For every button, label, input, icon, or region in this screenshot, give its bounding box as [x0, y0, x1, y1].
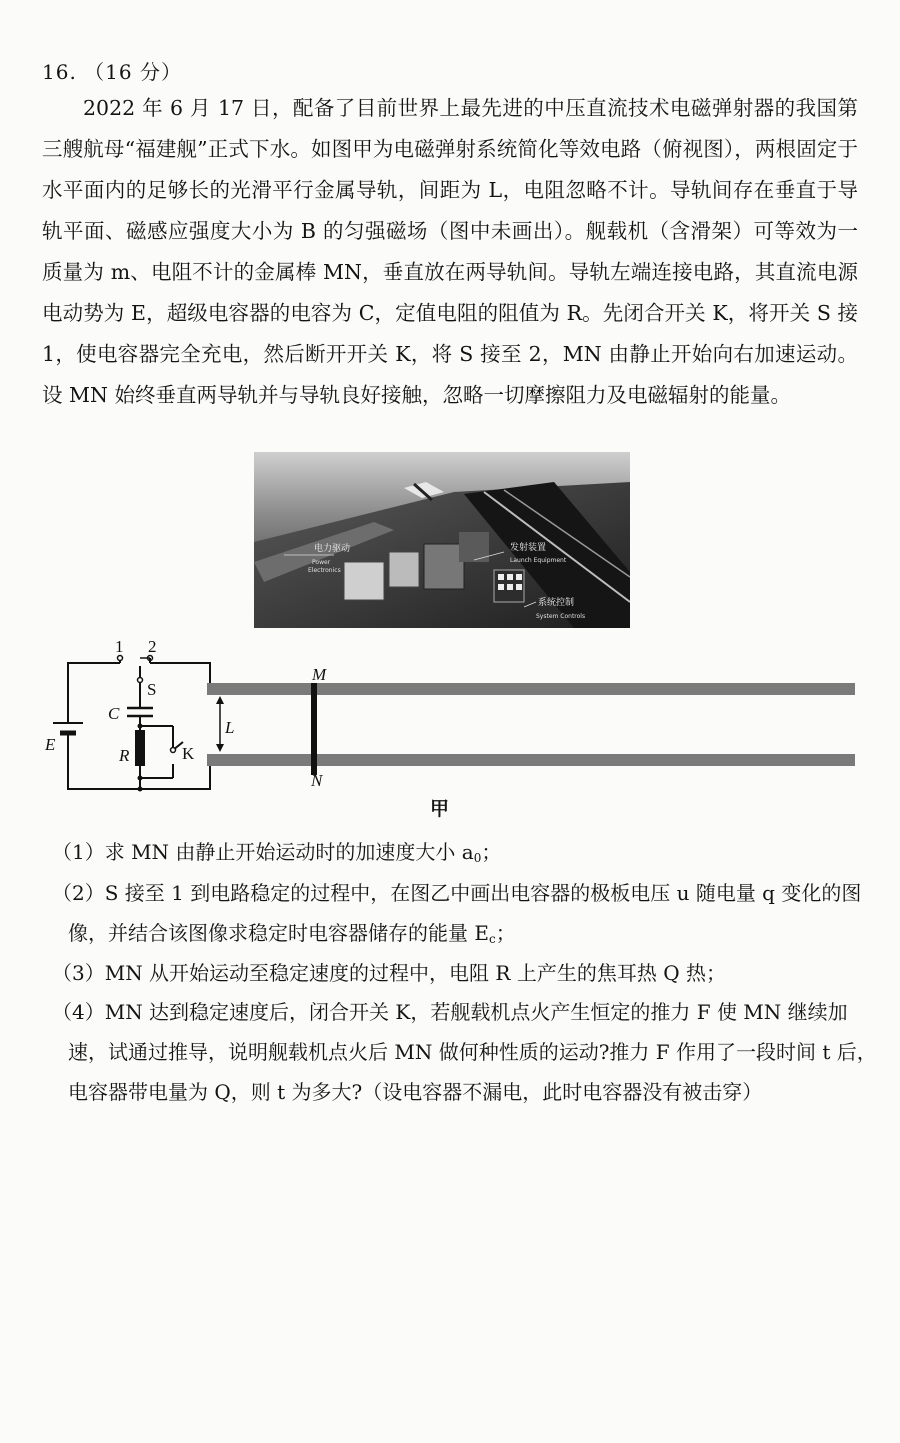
label-S: S	[147, 680, 157, 699]
label-M: M	[312, 665, 327, 684]
label-N: N	[311, 771, 323, 790]
label-2: 2	[148, 638, 157, 656]
label-L: L	[225, 718, 235, 737]
question-points: （16 分）	[84, 60, 182, 84]
label-C: C	[108, 704, 120, 723]
rail-top	[207, 683, 855, 695]
photo-label-power: 电力驱动	[314, 544, 351, 554]
label-R: R	[119, 746, 130, 765]
photo-label-control: 系统控制	[538, 598, 575, 608]
subquestion-2: （2）S 接至 1 到电路稳定的过程中，在图乙中画出电容器的极板电压 u 随电量 q 变化的图像，并结合该图像求稳定时电容器储存的能量 $E_c$；	[52, 881, 862, 946]
label-1: 1	[115, 638, 124, 656]
photo-label-launch: 发射装置	[510, 543, 547, 553]
subquestion-3: （3）MN 从开始运动至稳定速度的过程中，电阻 R 上产生的焦耳热 Q 热；	[52, 961, 726, 985]
subquestion-1: （1）求 MN 由静止开始运动时的加速度大小 $a_0$；	[52, 840, 502, 865]
photo-label-power-en2: Electronics	[308, 567, 341, 574]
photo-label-power-en1: Power	[312, 559, 331, 566]
switch-terminal-1	[118, 656, 123, 661]
circuit-diagram	[35, 638, 865, 838]
question-number: 16.	[42, 60, 77, 84]
photo-label-control-en: System Controls	[536, 613, 586, 620]
question-header	[42, 56, 182, 85]
rail-bottom	[207, 754, 855, 766]
subquestion-4: （4）MN 达到稳定速度后，闭合开关 K，若舰载机点火产生恒定的推力 F 使 MN 继续加速，试通过推导，说明舰载机点火后 MN 做何种性质的运动?推力 F 作用了一段时间 t 后，电容器带电量为 Q，则 t 为多大?（设电容器不漏电，此时电容器没有被击穿）	[52, 1000, 877, 1104]
question-intro: 2022 年 6 月 17 日，配备了目前世界上最先进的中压直流技术电磁弹射器的我国第三艘航母“福建舰”正式下水。如图甲为电磁弹射系统简化等效电路（俯视图），两根固定于水平面内的足够长的光滑平行金属导轨，间距为 L，电阻忽略不计。导轨间存在垂直于导轨平面、磁感应强度大小为 B 的匀强磁场（图中未画出）。舰载机（含滑架）可等效为一质量为 m、电阻不计的金属棒 MN，垂直放在两导轨间。导轨左端连接电路，其直流电源电动势为 E，超级电容器的电容为 C，定值电阻的阻值为 R。先闭合开关 K，将开关 S 接 1，使电容器完全充电，然后断开开关 K，将 S 接至 2，MN 由静止开始向右加速运动。设 MN 始终垂直两导轨并与导轨良好接触，忽略一切摩擦阻力及电磁辐射的能量。	[42, 96, 858, 407]
label-K: K	[182, 744, 195, 763]
label-E: E	[45, 735, 56, 754]
rod-MN	[311, 683, 317, 775]
resistor-R	[135, 730, 145, 766]
figure-caption: 甲	[430, 798, 450, 820]
catapult-photo	[254, 452, 630, 628]
photo-label-launch-en: Launch Equipment	[510, 557, 567, 564]
